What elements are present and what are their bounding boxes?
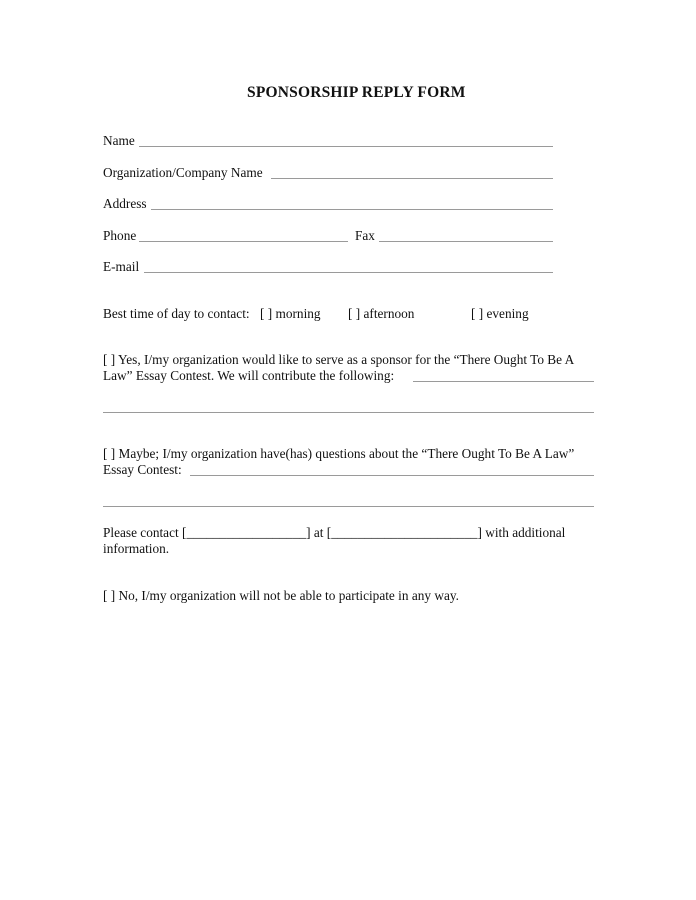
- organization-field[interactable]: [271, 178, 553, 179]
- page-title: SPONSORSHIP REPLY FORM: [247, 84, 466, 101]
- maybe-option-line1[interactable]: [ ] Maybe; I/my organization have(has) questions about the “There Ought To Be A Law”: [103, 446, 575, 461]
- please-contact-suffix: ] with additional: [477, 525, 566, 540]
- phone-field[interactable]: [139, 241, 348, 242]
- no-option[interactable]: [ ] No, I/my organization will not be able to participate in any way.: [103, 588, 459, 603]
- address-label: Address: [103, 196, 147, 211]
- yes-option-line1[interactable]: [ ] Yes, I/my organization would like to serve as a sponsor for the “There Ought To Be A: [103, 352, 575, 367]
- maybe-option-line2: Essay Contest:: [103, 462, 182, 477]
- address-field[interactable]: [151, 209, 553, 210]
- phone-label: Phone: [103, 228, 137, 243]
- contact-time-label: Best time of day to contact:: [103, 306, 250, 321]
- contribution-field-continued[interactable]: [103, 412, 594, 413]
- please-contact-at: ] at [: [306, 525, 332, 540]
- questions-field-continued[interactable]: [103, 506, 594, 507]
- contribution-field[interactable]: [413, 381, 594, 382]
- yes-option-line2: Law” Essay Contest. We will contribute the following:: [103, 368, 395, 383]
- email-field[interactable]: [144, 272, 553, 273]
- contact-name-blank[interactable]: __________________: [186, 525, 307, 540]
- contact-number-blank[interactable]: ______________________: [331, 525, 478, 540]
- fax-label: Fax: [355, 228, 375, 243]
- evening-checkbox[interactable]: [ ] evening: [471, 306, 529, 321]
- name-label: Name: [103, 133, 135, 148]
- please-contact-text: [103, 525, 565, 541]
- morning-checkbox[interactable]: [ ] morning: [260, 306, 321, 321]
- fax-field[interactable]: [379, 241, 553, 242]
- email-label: E-mail: [103, 259, 140, 274]
- organization-label: Organization/Company Name: [103, 165, 263, 180]
- name-field[interactable]: [139, 146, 553, 147]
- questions-field[interactable]: [190, 475, 594, 476]
- afternoon-checkbox[interactable]: [ ] afternoon: [348, 306, 415, 321]
- please-contact-line2: information.: [103, 541, 170, 556]
- please-contact-prefix: Please contact [: [103, 525, 187, 540]
